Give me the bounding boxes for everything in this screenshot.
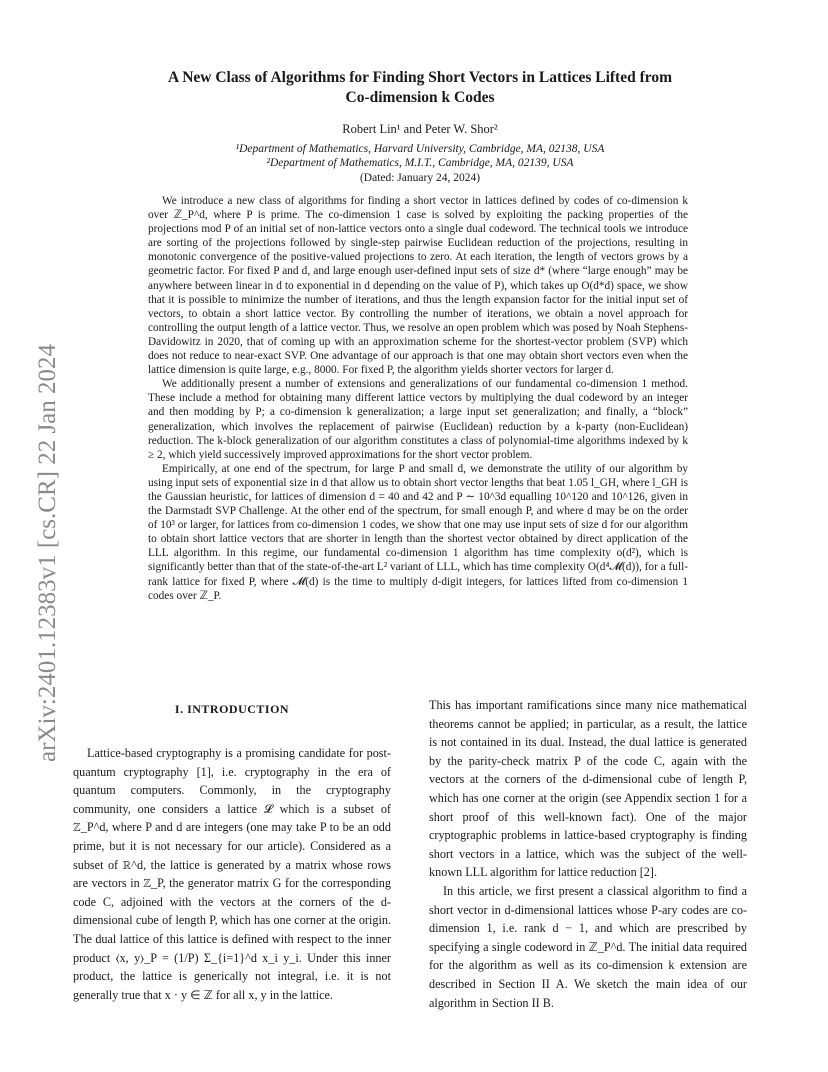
intro-paragraph-1: Lattice-based cryptography is a promising candidate for post-quantum cryptography [1], i.e. cryptography in the era of quantum computers. Commonly, in the cryptography community, one considers a lattice 𝓛 which is a subset of ℤ_P^d, where P and d are integers (one may take P to be an odd prime, but it is not necessary for our article). Considered as a subset of ℝ^d, the lattice is generated by a matrix whose rows are vectors in ℤ_P, the generator matrix G for the corresponding code C, adjoined with the vectors at the corners of the d-dimensional cube of length P, which has one corner at the origin. The dual lattice of this lattice is defined with respect to the inner product ⟨x, y⟩_P = (1/P) Σ_{i=1}^d x_i y_i. Under this inner product, the lattice is generically not integral, i.e. it is not generally true that x · y ∈ ℤ for all x, y in the lattice. [73, 746, 391, 1002]
arxiv-side-stamp [26, 292, 64, 764]
section-heading-introduction: I. INTRODUCTION [174, 702, 290, 716]
abstract [148, 194, 688, 603]
intro-paragraph-2: This has important ramifications since many nice mathematical theorems cannot be applied; in particular, as a result, the lattice is not contained in its dual. Instead, the dual lattice is generated by the parity-check matrix P of the code C, again with the vectors at the corners of the d-dimensional cube of length P, which has one corner at the origin (see Appendix section 1 for a short proof of this well-known fact). One of the major cryptographic problems in lattice-based cryptography is finding short vectors in a lattice, which was the subject of the well-known LLL algorithm for lattice reduction [2]. [429, 698, 747, 880]
intro-paragraph-3: In this article, we first present a classical algorithm to find a short vector in d-dimensional lattices whose P-ary codes are co-dimension 1, i.e. rank d − 1, and which are prescribed by specifying a single codeword in ℤ_P^d. The initial data required for the algorithm as well as its co-dimension k extension are described in Section II A. We sketch the main idea of our algorithm in Section II B. [429, 883, 747, 1010]
abstract-paragraph-3: Empirically, at one end of the spectrum, for large P and small d, we demonstrate the utility of our algorithm by using input sets of exponential size in d that allow us to obtain short vector lengths that beat 1.05 l_GH, where l_GH is the Gaussian heuristic, for lattices of dimension d = 40 and 42 and P ∼ 10^3d equalling 10^120 and 10^126, given in the Darmstadt SVP Challenge. At the other end of the spectrum, for small enough P, and where d may be on the order of 10³ or larger, for lattices from co-dimension 1 codes, we show that one may use input sets of size d for our algorithm to obtain short lattice vectors that are shorter in length than the shortest vector obtained by direct application of the LLL algorithm. In this regime, our fundamental co-dimension 1 algorithm has time complexity o(d²), which is significantly better than that of the state-of-the-art L² variant of LLL, which has time complexity O(d⁴𝓜(d)), for a full-rank lattice for fixed P, where 𝓜(d) is the time to multiply d-digit integers, for lattices lifted from co-dimension 1 codes over ℤ_P. [148, 462, 688, 602]
arxiv-identifier: arXiv:2401.12383v1 [cs.CR] 22 Jan 2024 [34, 343, 61, 762]
dated-line: (Dated: January 24, 2024) [359, 172, 481, 184]
title-line-1: A New Class of Algorithms for Finding Short Vectors in Lattices Lifted from [167, 69, 673, 86]
affiliation-2: ²Department of Mathematics, M.I.T., Cambridge, MA, 02139, USA [266, 157, 574, 169]
abstract-paragraph-1: We introduce a new class of algorithms for finding a short vector in lattices defined by codes of co-dimension k over ℤ_P^d, where P is prime. The co-dimension 1 case is solved by exploiting the packing properties of the projections mod P of an initial set of non-lattice vectors onto a single dual codeword. The technical tools we introduce are sorting of the projections followed by single-step pairwise Euclidean reduction of the projections, resulting in monotonic convergence of the positive-valued projections to zero. At each iteration, the length of vectors grows by a geometric factor. For fixed P and d, and large enough user-defined input sets of size d* (where “large enough” may be anywhere between linear in d to exponential in d depending on the value of P), which takes up O(d*d) space, we show that it is possible to minimize the number of iterations, and thus the length expansion factor for the initial input set of vectors, to obtain a short lattice vector. By controlling the number of iterations, we obtain a novel approach for controlling the output length of a lattice vector. Thus, we resolve an open problem which was posed by Noah Stephens-Davidowitz in 2020, that of coming up with an approximation scheme for the shortest-vector problem (SVP) which does not reduce to near-exact SVP. One advantage of our approach is that one may obtain short vectors even when the lattice dimension is quite large, e.g., 8000. For fixed P, the algorithm yields shorter vectors for larger d. [148, 195, 688, 377]
abstract-paragraph-2: We additionally present a number of extensions and generalizations of our fundamental co-dimension 1 method. These include a method for obtaining many different lattice vectors by multiplying the dual codeword by an integer and then modding by P; a co-dimension k generalization; a large input set generalization; and finally, a “block” generalization, which involves the replacement of pairwise (Euclidean) reduction by a k-party (non-Euclidean) reduction. The k-block generalization of our algorithm constitutes a class of polynomial-time algorithms indexed by k ≥ 2, which yield successively improved approximations for the short vector problem. [148, 378, 688, 461]
right-column [429, 696, 747, 1012]
paper-title [100, 68, 740, 108]
title-line-2: Co-dimension k Codes [345, 89, 495, 106]
authors: Robert Lin¹ and Peter W. Shor² [342, 122, 498, 136]
affiliation-1: ¹Department of Mathematics, Harvard University, Cambridge, MA, 02138, USA [235, 143, 605, 155]
left-column [73, 744, 391, 1004]
